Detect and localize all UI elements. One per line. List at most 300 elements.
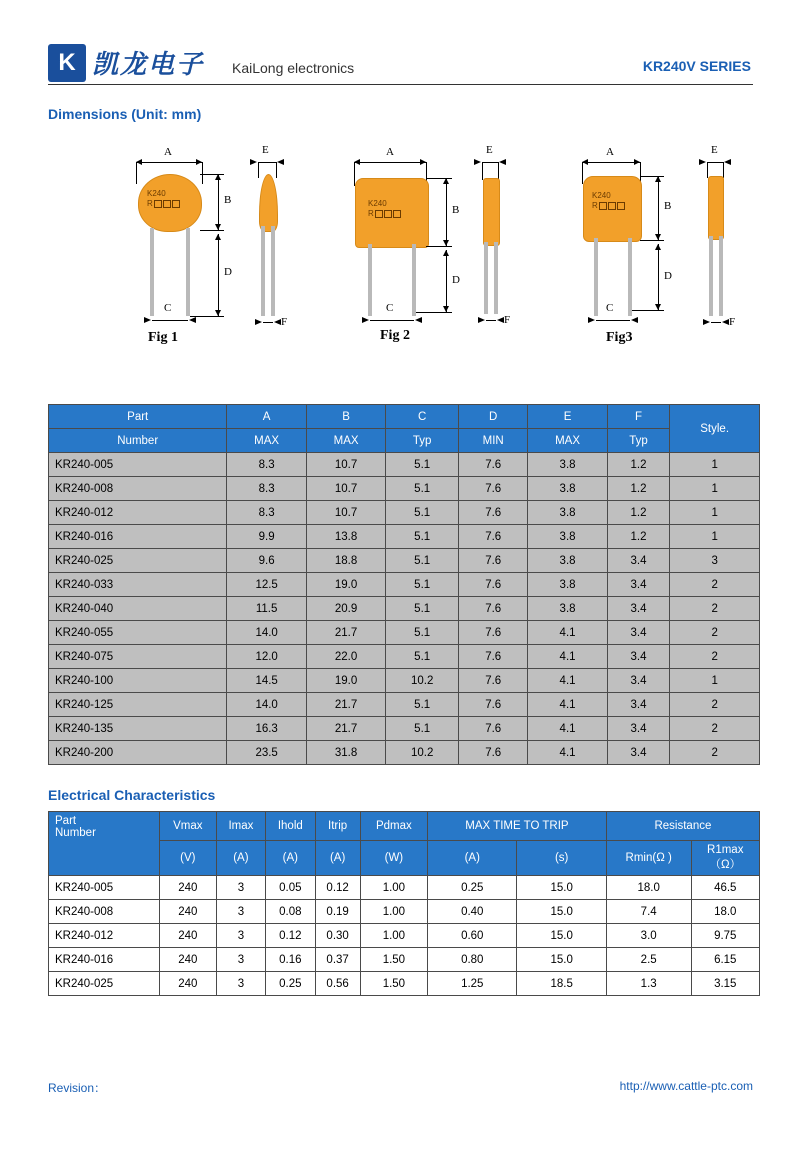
table-row: [49, 645, 760, 669]
fig2-dim-b-label: B: [452, 204, 460, 216]
datasheet-page: [0, 42, 793, 1164]
elec-th-vmax-unit: (V): [159, 841, 216, 876]
table-cell: 0.25: [428, 876, 517, 900]
table-cell: 6.15: [691, 948, 759, 972]
table-row: [49, 501, 760, 525]
table-row: [49, 549, 760, 573]
elec-th-trip-time-unit: (s): [517, 841, 606, 876]
dimension-table-header-row2: [49, 429, 760, 453]
table-cell: 1: [670, 453, 760, 477]
table-cell: KR240-016: [49, 948, 160, 972]
fig1-marking: [147, 189, 180, 209]
fig1-dim-f-arrow: [263, 322, 273, 323]
table-cell: 19.0: [306, 573, 385, 597]
table-cell: 21.7: [306, 693, 385, 717]
table-row: [49, 900, 760, 924]
dim-th-e-qual: MAX: [528, 429, 607, 453]
table-cell: 3.4: [607, 621, 670, 645]
table-cell: 18.5: [517, 972, 606, 996]
fig2-dim-c-label: C: [386, 302, 394, 314]
fig3-marking-prefix: R: [592, 201, 598, 210]
table-cell: 0.25: [266, 972, 315, 996]
table-cell: 3: [216, 876, 265, 900]
fig3-side-lead-left: [709, 236, 713, 316]
table-cell: 3.4: [607, 597, 670, 621]
elec-th-r1max-label: R1max: [707, 844, 744, 856]
elec-th-pdmax: Pdmax: [360, 812, 427, 841]
table-cell: 3.4: [607, 741, 670, 765]
table-cell: 8.3: [227, 477, 306, 501]
table-cell: 240: [159, 924, 216, 948]
fig2s-ext-e-l: [482, 162, 483, 180]
fig2-caption: Fig 2: [380, 328, 410, 343]
table-cell: KR240-016: [49, 525, 227, 549]
table-cell: 7.6: [459, 573, 528, 597]
fig2-marking: [368, 199, 401, 219]
series-title: KR240V SERIES: [642, 58, 751, 74]
fig2-dim-d-arrow: [446, 250, 447, 312]
fig1-side-body: [259, 174, 278, 232]
table-cell: 7.6: [459, 549, 528, 573]
table-cell: 14.0: [227, 621, 306, 645]
table-row: [49, 525, 760, 549]
dimension-drawings: [40, 134, 753, 384]
fig2-side-lead-left: [484, 242, 488, 314]
table-row: [49, 972, 760, 996]
fig1-component-body: [138, 174, 202, 232]
table-cell: 7.6: [459, 621, 528, 645]
dim-th-f: F: [607, 405, 670, 429]
table-cell: 7.6: [459, 669, 528, 693]
table-cell: 16.3: [227, 717, 306, 741]
fig2-dim-b-arrow: [446, 178, 447, 246]
table-cell: 7.6: [459, 597, 528, 621]
fig1-caption: Fig 1: [148, 330, 178, 345]
table-cell: 3: [216, 972, 265, 996]
header-divider: [48, 84, 753, 85]
table-cell: KR240-025: [49, 549, 227, 573]
table-cell: KR240-005: [49, 453, 227, 477]
elec-th-resistance: Resistance: [606, 812, 759, 841]
table-cell: 4.1: [528, 669, 607, 693]
dimension-table: [48, 404, 760, 765]
table-cell: 3: [216, 924, 265, 948]
table-cell: 0.60: [428, 924, 517, 948]
fig1-dim-b-label: B: [224, 194, 232, 206]
table-cell: KR240-135: [49, 717, 227, 741]
fig1-lead-left: [150, 228, 154, 316]
fig1-ext-b-bot: [200, 230, 224, 231]
table-cell: KR240-012: [49, 501, 227, 525]
table-cell: 18.0: [691, 900, 759, 924]
table-cell: 4.1: [528, 693, 607, 717]
fig2-dim-a-arrow: [354, 162, 426, 163]
table-cell: 9.9: [227, 525, 306, 549]
table-cell: 18.8: [306, 549, 385, 573]
table-cell: 3.8: [528, 597, 607, 621]
fig1-marking-prefix: R: [147, 199, 153, 208]
table-cell: KR240-033: [49, 573, 227, 597]
table-cell: 5.1: [386, 501, 459, 525]
table-cell: 1: [670, 669, 760, 693]
elec-th-itrip-unit: (A): [315, 841, 360, 876]
revision-label: Revision：: [48, 1081, 107, 1095]
elec-th-rmin: Rmin(Ω ): [606, 841, 691, 876]
table-cell: KR240-055: [49, 621, 227, 645]
fig3-dim-f-arrow: [711, 322, 721, 323]
table-cell: 3.4: [607, 573, 670, 597]
table-cell: 4.1: [528, 621, 607, 645]
table-cell: 5.1: [386, 693, 459, 717]
table-cell: KR240-008: [49, 900, 160, 924]
table-cell: 12.5: [227, 573, 306, 597]
fig1-lead-right: [186, 228, 190, 316]
table-cell: KR240-075: [49, 645, 227, 669]
table-cell: 1.50: [360, 948, 427, 972]
table-cell: 10.7: [306, 477, 385, 501]
table-cell: 10.7: [306, 453, 385, 477]
fig3-side-lead-right: [719, 236, 723, 316]
table-cell: 7.6: [459, 741, 528, 765]
table-cell: 4.1: [528, 717, 607, 741]
dimensions-section-title: Dimensions (Unit: mm): [48, 106, 202, 122]
table-row: [49, 876, 760, 900]
table-cell: 0.56: [315, 972, 360, 996]
dimension-table-body: [49, 453, 760, 765]
table-cell: 5.1: [386, 645, 459, 669]
electrical-section-title: Electrical Characteristics: [48, 787, 216, 803]
fig3-marking: [592, 191, 625, 211]
electrical-table-head: [49, 812, 760, 876]
table-cell: 2: [670, 717, 760, 741]
table-cell: 14.5: [227, 669, 306, 693]
table-cell: 5.1: [386, 573, 459, 597]
table-cell: 9.75: [691, 924, 759, 948]
table-cell: 10.2: [386, 741, 459, 765]
table-cell: 0.30: [315, 924, 360, 948]
table-cell: 5.1: [386, 597, 459, 621]
table-cell: 3.8: [528, 501, 607, 525]
fig3-dim-d-label: D: [664, 270, 672, 282]
table-cell: 15.0: [517, 900, 606, 924]
table-cell: 2: [670, 693, 760, 717]
table-cell: 1.00: [360, 924, 427, 948]
table-cell: 5.1: [386, 549, 459, 573]
dim-th-number: Number: [49, 429, 227, 453]
website-url[interactable]: http://www.cattle-ptc.com: [619, 1079, 753, 1093]
table-cell: 8.3: [227, 501, 306, 525]
fig2-dim-f-arrow: [486, 320, 496, 321]
fig1-dim-c-arrow: [152, 320, 188, 321]
fig3-ext-a-l: [582, 162, 583, 184]
table-cell: 0.05: [266, 876, 315, 900]
fig3-component-body: [583, 176, 642, 242]
dim-th-a-qual: MAX: [227, 429, 306, 453]
table-cell: 31.8: [306, 741, 385, 765]
elec-th-ihold: Ihold: [266, 812, 315, 841]
figure-fig3-side: [665, 134, 775, 374]
table-cell: 240: [159, 876, 216, 900]
elec-th-imax-unit: (A): [216, 841, 265, 876]
fig2-marking-line2: [368, 209, 401, 218]
table-cell: 14.0: [227, 693, 306, 717]
page-footer: [48, 1079, 753, 1096]
table-cell: 0.37: [315, 948, 360, 972]
table-cell: 21.7: [306, 717, 385, 741]
table-cell: 4.1: [528, 741, 607, 765]
table-cell: 7.6: [459, 693, 528, 717]
table-row: [49, 924, 760, 948]
table-cell: 7.6: [459, 645, 528, 669]
table-cell: 5.1: [386, 621, 459, 645]
table-cell: 3.8: [528, 573, 607, 597]
table-row: [49, 669, 760, 693]
dim-th-d-qual: MIN: [459, 429, 528, 453]
company-name-cn: 凯龙电子: [92, 50, 205, 80]
fig1-dim-f-label: F: [281, 316, 288, 328]
table-cell: 1.00: [360, 876, 427, 900]
table-cell: 3.8: [528, 525, 607, 549]
fig3-dim-c-arrow: [596, 320, 630, 321]
dimension-table-head: [49, 405, 760, 453]
table-cell: 3.15: [691, 972, 759, 996]
dim-th-style: Style.: [670, 405, 760, 453]
table-cell: 0.12: [315, 876, 360, 900]
fig3-dim-f-label: F: [729, 316, 736, 328]
table-cell: 21.7: [306, 621, 385, 645]
fig2-dim-f-label: F: [504, 314, 511, 326]
fig2-side-lead-right: [494, 242, 498, 314]
table-cell: KR240-025: [49, 972, 160, 996]
fig3-lead-right: [628, 238, 632, 316]
table-cell: 2: [670, 645, 760, 669]
table-cell: 12.0: [227, 645, 306, 669]
table-cell: 2: [670, 621, 760, 645]
table-cell: 0.19: [315, 900, 360, 924]
fig1-marking-line1: K240: [147, 189, 166, 198]
table-cell: 1: [670, 501, 760, 525]
fig3-dim-a-arrow: [582, 162, 640, 163]
elec-th-part-line1: Part: [55, 815, 77, 827]
fig3-marking-line1: K240: [592, 191, 611, 200]
fig3-ext-b-b: [640, 240, 664, 241]
table-cell: 1.2: [607, 525, 670, 549]
fig1-dim-a-arrow: [136, 162, 202, 163]
fig2-marking-prefix: R: [368, 209, 374, 218]
fig2-lead-left: [368, 244, 372, 316]
table-cell: 1.2: [607, 477, 670, 501]
fig1-dim-d-arrow: [218, 234, 219, 316]
table-cell: 20.9: [306, 597, 385, 621]
table-cell: 3.0: [606, 924, 691, 948]
table-cell: 3: [670, 549, 760, 573]
fig3-side-body: [708, 176, 724, 240]
fig3-caption: Fig3: [606, 330, 633, 345]
table-cell: 1.25: [428, 972, 517, 996]
table-cell: 5.1: [386, 717, 459, 741]
table-cell: 0.40: [428, 900, 517, 924]
table-cell: 10.2: [386, 669, 459, 693]
table-cell: 5.1: [386, 525, 459, 549]
table-cell: KR240-008: [49, 477, 227, 501]
table-row: [49, 741, 760, 765]
fig3-dim-e-label: E: [711, 144, 718, 156]
fig1-dim-a-label: A: [164, 146, 172, 158]
table-cell: 0.08: [266, 900, 315, 924]
table-cell: 8.3: [227, 453, 306, 477]
table-cell: 1.50: [360, 972, 427, 996]
table-cell: 2: [670, 573, 760, 597]
fig2-side-body: [483, 178, 500, 246]
dim-th-b-qual: MAX: [306, 429, 385, 453]
fig3-dim-c-label: C: [606, 302, 614, 314]
fig3-dim-b-label: B: [664, 200, 672, 212]
table-cell: 7.6: [459, 717, 528, 741]
table-cell: KR240-005: [49, 876, 160, 900]
fig1-dim-e-arrow: [258, 162, 276, 163]
table-cell: 18.0: [606, 876, 691, 900]
table-cell: 1.2: [607, 453, 670, 477]
table-cell: 2: [670, 597, 760, 621]
table-cell: 7.4: [606, 900, 691, 924]
table-cell: 5.1: [386, 477, 459, 501]
table-cell: 3.4: [607, 645, 670, 669]
fig2-ext-d-b: [416, 312, 452, 313]
table-cell: 4.1: [528, 645, 607, 669]
table-cell: 23.5: [227, 741, 306, 765]
fig1-side-lead-left: [261, 226, 265, 316]
table-cell: 10.7: [306, 501, 385, 525]
table-cell: 3: [216, 948, 265, 972]
table-cell: 19.0: [306, 669, 385, 693]
table-cell: 22.0: [306, 645, 385, 669]
fig1-dim-e-label: E: [262, 144, 269, 156]
table-cell: 240: [159, 948, 216, 972]
elec-th-trip-current-unit: (A): [428, 841, 517, 876]
electrical-table-body: [49, 876, 760, 996]
table-row: [49, 477, 760, 501]
table-cell: 15.0: [517, 948, 606, 972]
elec-th-part: [49, 812, 160, 876]
table-row: [49, 693, 760, 717]
table-cell: 7.6: [459, 525, 528, 549]
table-cell: 2.5: [606, 948, 691, 972]
fig1-ext-a-right: [202, 162, 203, 184]
fig3-dim-e-arrow: [707, 162, 723, 163]
elec-th-vmax: Vmax: [159, 812, 216, 841]
elec-th-imax: Imax: [216, 812, 265, 841]
table-cell: KR240-100: [49, 669, 227, 693]
table-cell: 240: [159, 972, 216, 996]
fig2-lead-right: [412, 244, 416, 316]
electrical-table: [48, 811, 760, 996]
table-cell: 3.8: [528, 549, 607, 573]
electrical-header-row1: [49, 812, 760, 841]
fig3-dim-a-label: A: [606, 146, 614, 158]
fig2-dim-c-arrow: [370, 320, 414, 321]
elec-th-itrip: Itrip: [315, 812, 360, 841]
table-cell: 3.8: [528, 477, 607, 501]
table-cell: 15.0: [517, 924, 606, 948]
elec-th-r1max: [691, 841, 759, 876]
page-header: [40, 42, 753, 102]
table-cell: 1.00: [360, 900, 427, 924]
table-cell: KR240-040: [49, 597, 227, 621]
table-cell: 1.3: [606, 972, 691, 996]
table-cell: 7.6: [459, 453, 528, 477]
elec-th-r1max-unit: （Ω）: [709, 859, 742, 871]
fig1-dim-b-arrow: [218, 174, 219, 230]
fig1-dim-d-label: D: [224, 266, 232, 278]
table-cell: 3: [216, 900, 265, 924]
fig3-marking-line2: [592, 201, 625, 210]
table-row: [49, 621, 760, 645]
table-row: [49, 597, 760, 621]
fig3-lead-left: [594, 238, 598, 316]
table-cell: 7.6: [459, 501, 528, 525]
fig2-dim-e-label: E: [486, 144, 493, 156]
table-cell: 1: [670, 525, 760, 549]
fig1-ext-a-left: [136, 162, 137, 184]
fig1s-ext-e-l: [258, 162, 259, 178]
table-cell: 9.6: [227, 549, 306, 573]
table-cell: 240: [159, 900, 216, 924]
table-cell: 3.4: [607, 693, 670, 717]
elec-th-pdmax-unit: (W): [360, 841, 427, 876]
table-cell: 0.80: [428, 948, 517, 972]
table-row: [49, 573, 760, 597]
elec-th-maxtimetotrip: MAX TIME TO TRIP: [428, 812, 607, 841]
fig3-ext-d-b: [632, 310, 664, 311]
fig3s-ext-e-r: [723, 162, 724, 178]
fig3-dim-d-arrow: [658, 244, 659, 310]
fig1-ext-b-top: [200, 174, 224, 175]
dim-th-part: Part: [49, 405, 227, 429]
fig3-ext-b-t: [640, 176, 664, 177]
table-cell: 15.0: [517, 876, 606, 900]
fig2-component-body: [355, 178, 429, 248]
fig3s-ext-e-l: [707, 162, 708, 178]
dim-th-c: C: [386, 405, 459, 429]
elec-th-ihold-unit: (A): [266, 841, 315, 876]
table-cell: 1.2: [607, 501, 670, 525]
dim-th-d: D: [459, 405, 528, 429]
table-cell: 13.8: [306, 525, 385, 549]
table-cell: 5.1: [386, 453, 459, 477]
table-cell: 3.4: [607, 549, 670, 573]
dim-th-b: B: [306, 405, 385, 429]
table-cell: KR240-012: [49, 924, 160, 948]
table-cell: 3.4: [607, 669, 670, 693]
table-cell: 0.16: [266, 948, 315, 972]
table-cell: 7.6: [459, 477, 528, 501]
company-logo-icon: K: [48, 44, 86, 82]
table-cell: 3.4: [607, 717, 670, 741]
fig2-dim-a-label: A: [386, 146, 394, 158]
table-cell: KR240-125: [49, 693, 227, 717]
table-cell: 11.5: [227, 597, 306, 621]
dim-th-f-qual: Typ: [607, 429, 670, 453]
fig3-dim-b-arrow: [658, 176, 659, 240]
elec-th-part-line2: Number: [55, 827, 96, 839]
company-name-en: KaiLong electronics: [232, 60, 355, 76]
table-cell: 0.12: [266, 924, 315, 948]
fig2-dim-d-label: D: [452, 274, 460, 286]
table-cell: 3.8: [528, 453, 607, 477]
table-row: [49, 717, 760, 741]
fig1-marking-line2: [147, 199, 180, 208]
dim-th-c-qual: Typ: [386, 429, 459, 453]
